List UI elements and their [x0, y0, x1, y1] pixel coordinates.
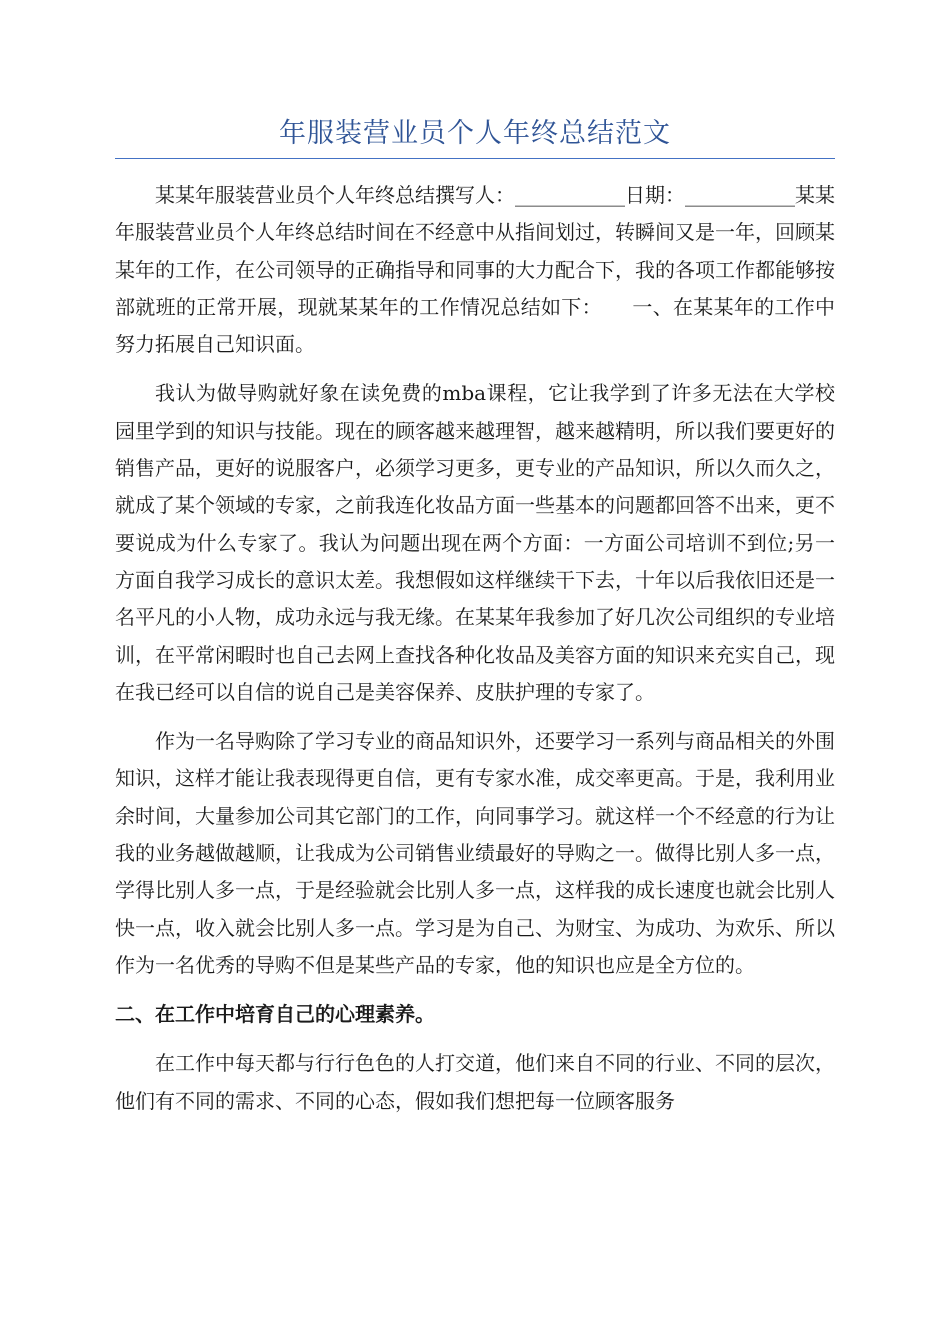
- intro-text: 某某年服装营业员个人年终总结时间在不经意中从指间划过，转瞬间又是一年，回顾某某年的工作，在公司领导的正确指导和同事的大力配合下，我的各项工作都能够按部就班的正常开展，现就某某年的工作情况总结如下： 一、在某某年的工作中努力拓展自己知识面。: [115, 183, 835, 357]
- body-paragraph: 在工作中每天都与行行色色的人打交道，他们来自不同的行业、不同的层次，他们有不同的需求、不同的心态，假如我们想把每一位顾客服务: [115, 1051, 835, 1113]
- section-heading: 二、在工作中培育自己的心理素养。: [115, 1002, 435, 1027]
- date-blank: ___________: [685, 183, 795, 207]
- author-label: 某某年服装营业员个人年终总结撰写人：: [155, 183, 515, 207]
- title-underline: [115, 158, 835, 159]
- date-label: 日期：: [625, 183, 685, 207]
- author-blank: ___________: [515, 183, 625, 207]
- document-body: [115, 177, 835, 1120]
- intro-paragraph: [115, 177, 835, 363]
- body-paragraph: 我认为做导购就好象在读免费的mba课程，它让我学到了许多无法在大学校园里学到的知识与技能。现在的顾客越来越理智，越来越精明，所以我们要更好的销售产品，更好的说服客户，必须学习更多，更专业的产品知识，所以久而久之，就成了某个领域的专家，之前我连化妆品方面一些基本的问题都回答不出来，更不要说成为什么专家了。我认为问题出现在两个方面：一方面公司培训不到位;另一方面自我学习成长的意识太差。我想假如这样继续干下去，十年以后我依旧还是一名平凡的小人物，成功永远与我无缘。在某某年我参加了好几次公司组织的专业培训，在平常闲暇时也自己去网上查找各种化妆品及美容方面的知识来充实自己，现在我已经可以自信的说自己是美容保养、皮肤护理的专家了。: [115, 381, 835, 704]
- body-paragraph: 作为一名导购除了学习专业的商品知识外，还要学习一系列与商品相关的外围知识，这样才能让我表现得更自信，更有专家水准，成交率更高。于是，我利用业余时间，大量参加公司其它部门的工作，向同事学习。就这样一个不经意的行为让我的业务越做越顺，让我成为公司销售业绩最好的导购之一。做得比别人多一点，学得比别人多一点，于是经验就会比别人多一点，这样我的成长速度也就会比别人快一点，收入就会比别人多一点。学习是为自己、为财宝、为成功、为欢乐、所以作为一名优秀的导购不但是某些产品的专家，他的知识也应是全方位的。: [115, 729, 835, 977]
- document-page: [115, 0, 835, 1132]
- document-title: 年服装营业员个人年终总结范文: [279, 118, 671, 149]
